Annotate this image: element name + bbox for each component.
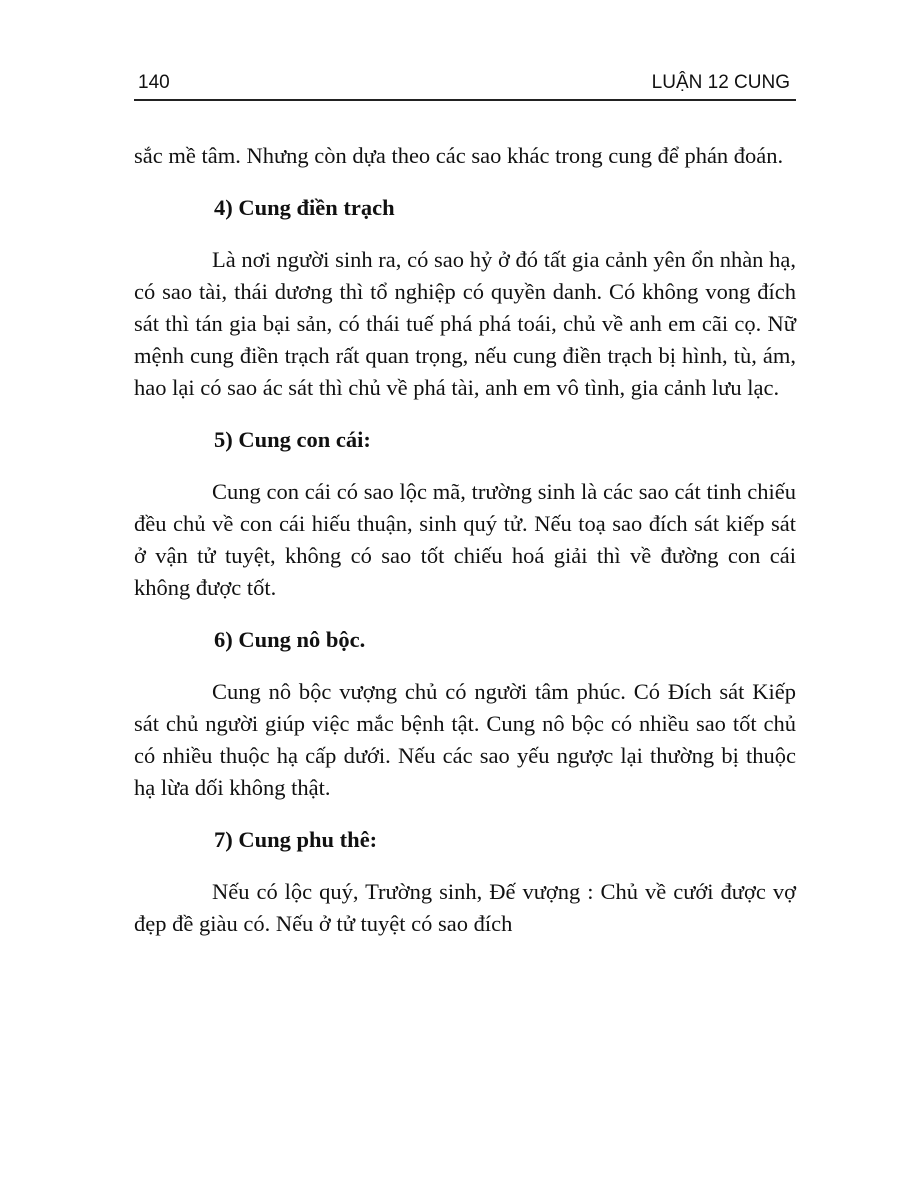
section-heading-7: 7) Cung phu thê:	[214, 827, 378, 852]
paragraph-continued: sắc mề tâm. Nhưng còn dựa theo các sao khác trong cung để phán đoán.	[134, 143, 784, 168]
paragraph-dien-trach: Là nơi người sinh ra, có sao hỷ ở đó tất gia cảnh yên ổn nhàn hạ, có sao tài, thái dương thì tổ nghiệp có quyền danh. Có không vong đích sát thì tán gia bại sản, có thái tuế phá phá toái, chủ về anh em cãi cọ. Nữ mệnh cung điền trạch rất quan trọng, nếu cung điền trạch bị hình, tù, ám, hao lại có sao ác sát thì chủ về phá tài, anh em vô tình, gia cảnh lưu lạc.	[134, 247, 796, 400]
section-heading-6: 6) Cung nô bộc.	[214, 627, 366, 652]
page-header	[134, 72, 796, 100]
page-body	[134, 140, 796, 940]
paragraph-no-boc: Cung nô bộc vượng chủ có người tâm phúc. Có Đích sát Kiếp sát chủ người giúp việc mắc bệnh tật. Cung nô bộc có nhiều sao tốt chủ có nhiều thuộc hạ cấp dưới. Nếu các sao yếu ngược lại thường bị thuộc hạ lừa dối không thật.	[134, 679, 796, 800]
running-title: LUẬN 12 CUNG	[651, 72, 790, 93]
paragraph-phu-the: Nếu có lộc quý, Trường sinh, Đế vượng : Chủ về cưới được vợ đẹp đề giàu có. Nếu ở tử tuyệt có sao đích	[134, 879, 796, 936]
page-number: 140	[138, 72, 170, 93]
section-heading-5: 5) Cung con cái:	[214, 427, 371, 452]
paragraph-con-cai: Cung con cái có sao lộc mã, trường sinh là các sao cát tinh chiếu đều chủ về con cái hiếu thuận, sinh quý tử. Nếu toạ sao đích sát kiếp sát ở vận tử tuyệt, không có sao tốt chiếu hoá giải thì về đường con cái không được tốt.	[134, 479, 796, 600]
header-rule	[134, 99, 796, 101]
section-heading-4: 4) Cung điền trạch	[214, 195, 395, 220]
